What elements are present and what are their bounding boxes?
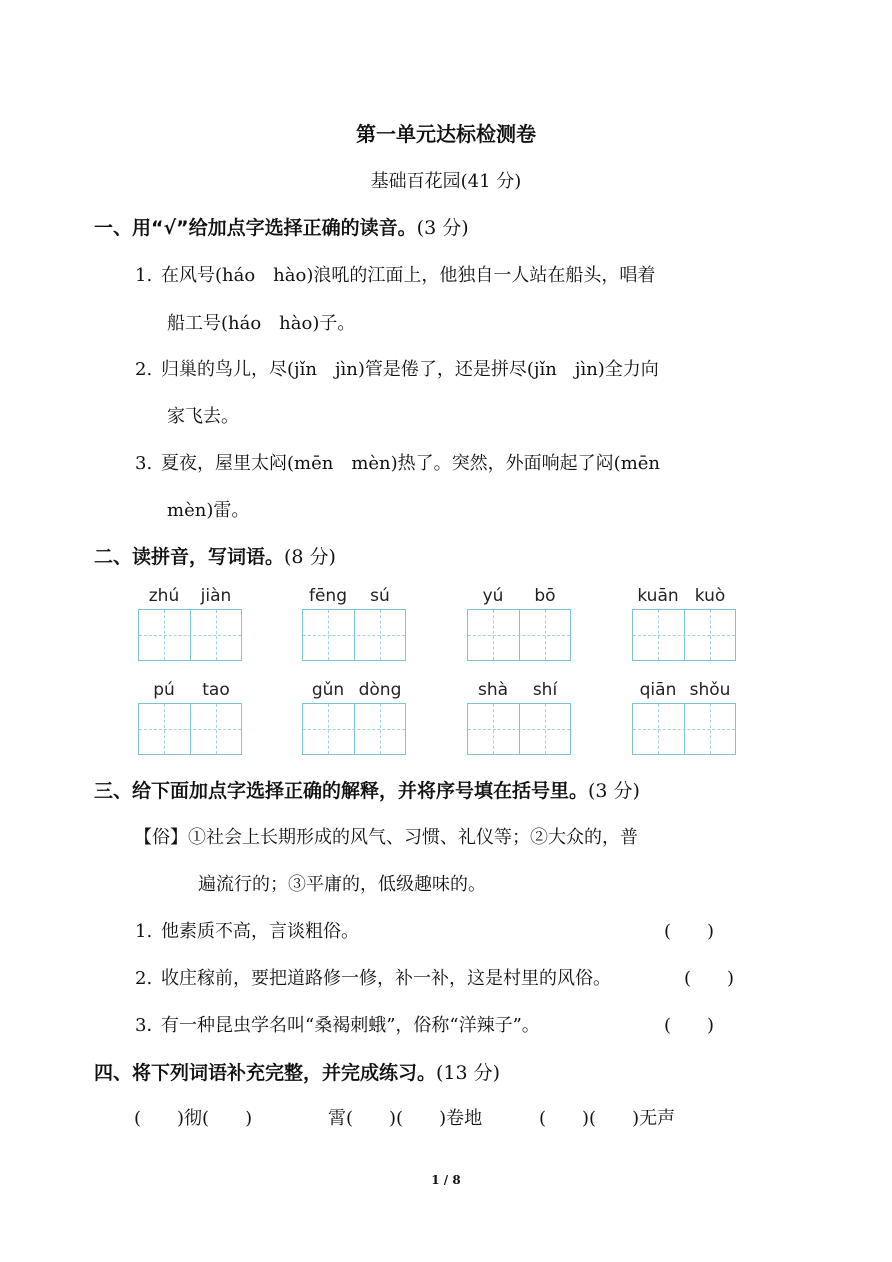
page-title: 第一单元达标检测卷: [356, 122, 536, 146]
section-4-heading: 四、将下列词语补充完整，并完成练习。(13 分): [94, 1062, 501, 1084]
q3-answer-1[interactable]: ( ): [664, 921, 715, 942]
q4-word-2[interactable]: 霄( )( )卷地: [328, 1108, 483, 1129]
section-2-heading: 二、读拼音，写词语。(8 分): [94, 546, 336, 568]
q4-word-1[interactable]: ( )彻( ): [134, 1108, 253, 1129]
q3-item-2: 2. 收庄稼前，要把道路修一修，补一补，这是村里的风俗。: [135, 968, 611, 989]
q3-definition-line-1: 【俗】①社会上长期形成的风气、习惯、礼仪等；②大众的，普: [134, 827, 638, 848]
pinyin-syllable: shà: [477, 680, 509, 700]
pinyin-syllable: kuò: [694, 586, 726, 606]
writing-grid[interactable]: [467, 703, 571, 755]
q3-answer-2[interactable]: ( ): [684, 968, 735, 989]
grid-line: [139, 635, 241, 636]
q3-item-1: 1. 他素质不高，言谈粗俗。: [135, 921, 359, 942]
q4-word-3[interactable]: ( )( )无声: [539, 1108, 676, 1129]
pinyin-syllable: shǒu: [689, 680, 731, 700]
section-3-heading: 三、给下面加点字选择正确的解释，并将序号填在括号里。(3 分): [94, 780, 640, 802]
q1-item-3-line-2: mèn)雷。: [167, 500, 250, 521]
writing-grid[interactable]: [302, 703, 406, 755]
pinyin-syllable: kuān: [637, 586, 679, 606]
grid-line: [468, 635, 570, 636]
q1-item-2-line-1: 2. 归巢的鸟儿，尽(jǐn jìn)管是倦了，还是拼尽(jǐn jìn)全力向: [135, 359, 659, 380]
grid-line: [303, 635, 405, 636]
grid-line: [468, 729, 570, 730]
q3-item-3: 3．有一种昆虫学名叫“桑褐刺蛾”，俗称“洋辣子”。: [135, 1015, 540, 1036]
pinyin-syllable: dòng: [358, 680, 402, 700]
grid-line: [303, 729, 405, 730]
section-1-heading: 一、用“√”给加点字选择正确的读音。(3 分): [94, 217, 469, 239]
pinyin-syllable: zhú: [148, 586, 180, 606]
q1-item-2-line-2: 家飞去。: [167, 406, 239, 427]
pinyin-syllable: gǔn: [311, 680, 345, 700]
q3-answer-3[interactable]: ( ): [664, 1015, 715, 1036]
grid-line: [633, 729, 735, 730]
page-subtitle: 基础百花园(41 分): [370, 171, 522, 192]
pinyin-syllable: tao: [202, 680, 230, 700]
pinyin-syllable: fēng: [308, 586, 347, 606]
writing-grid[interactable]: [632, 703, 736, 755]
pinyin-syllable: bō: [534, 586, 556, 606]
q1-item-3-line-1: 3. 夏夜，屋里太闷(mēn mèn)热了。突然，外面响起了闷(mēn: [135, 453, 661, 474]
writing-grid[interactable]: [632, 609, 736, 661]
pinyin-syllable: qiān: [639, 680, 677, 700]
pinyin-syllable: jiàn: [200, 586, 232, 606]
page-number: 1 / 8: [431, 1173, 461, 1187]
q1-item-1-line-2: 船工号(háo hào)子。: [167, 313, 356, 334]
pinyin-syllable: shí: [532, 680, 558, 700]
writing-grid[interactable]: [138, 703, 242, 755]
writing-grid[interactable]: [302, 609, 406, 661]
grid-line: [633, 635, 735, 636]
pinyin-syllable: pú: [153, 680, 175, 700]
pinyin-syllable: yú: [482, 586, 504, 606]
grid-line: [139, 729, 241, 730]
writing-grid[interactable]: [138, 609, 242, 661]
q1-item-1-line-1: 1. 在风号(háo hào)浪吼的江面上，他独自一人站在船头，唱着: [135, 265, 656, 286]
writing-grid[interactable]: [467, 609, 571, 661]
pinyin-syllable: sú: [370, 586, 390, 606]
q3-definition-line-2: 遍流行的；③平庸的，低级趣味的。: [198, 874, 486, 895]
